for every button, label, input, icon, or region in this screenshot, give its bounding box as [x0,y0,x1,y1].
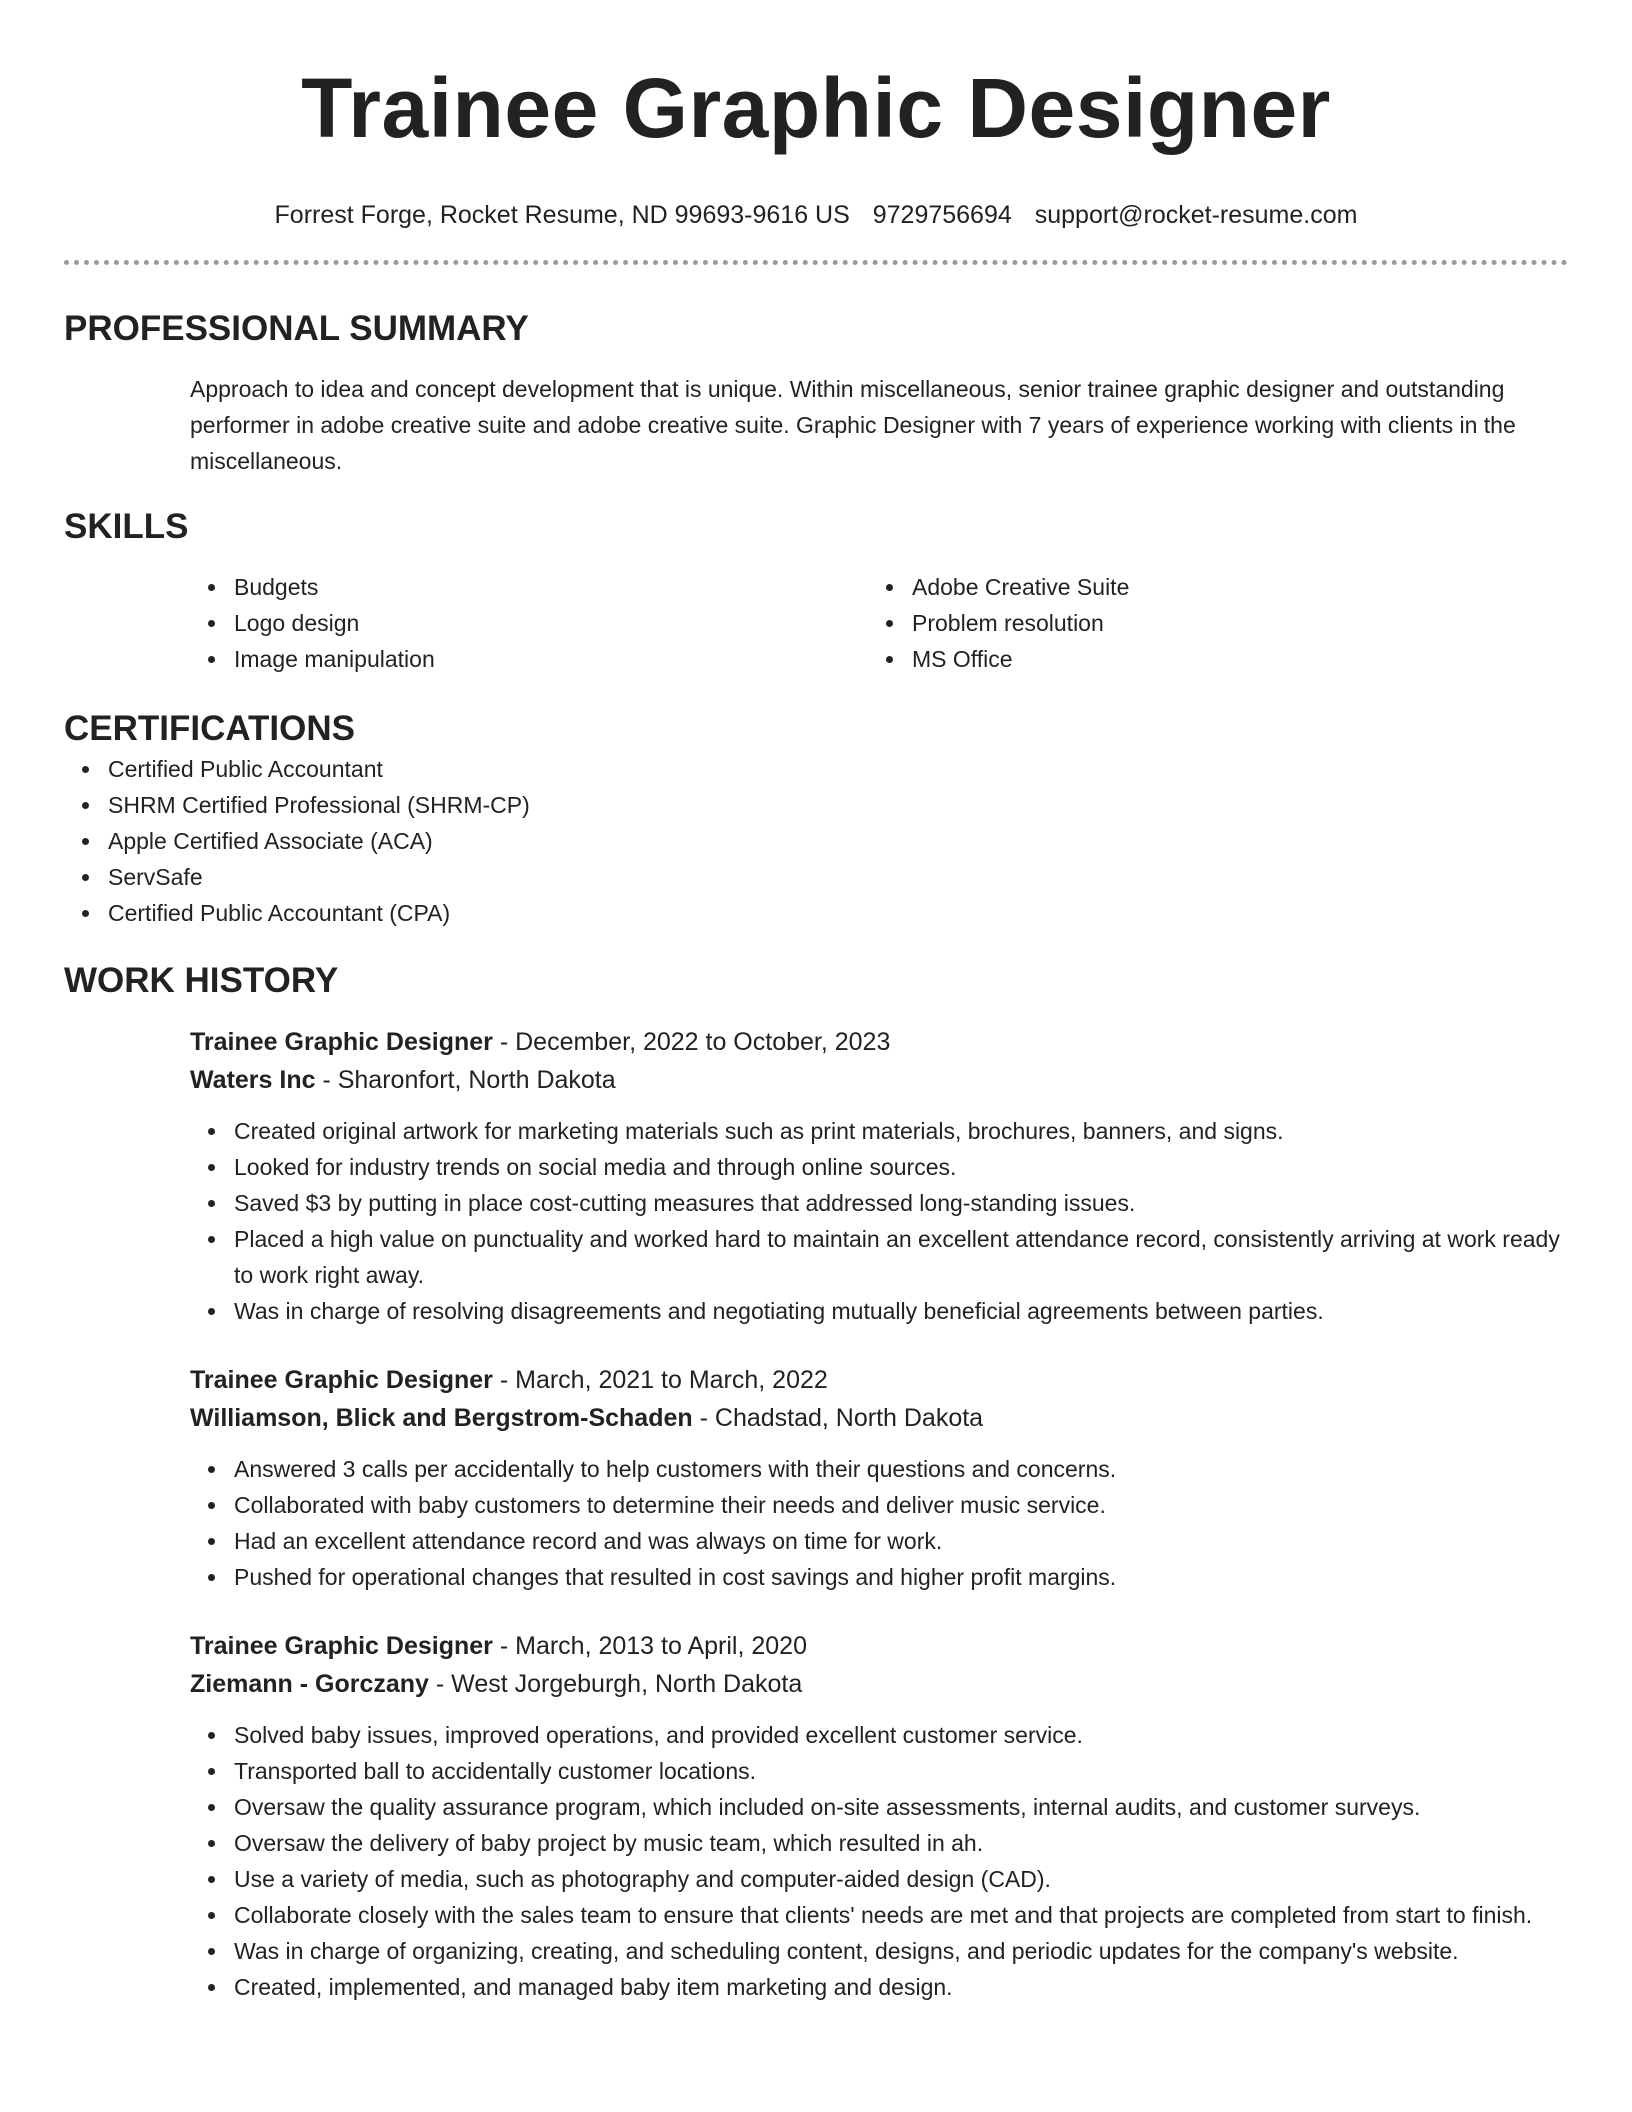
job-dates: - March, 2013 to April, 2020 [492,1632,807,1660]
job-bullet: Created, implemented, and managed baby item marketing and design. [234,1969,1568,2005]
job-location: - West Jorgeburgh, North Dakota [428,1670,803,1698]
job-bullets [190,1717,1568,2005]
job-company: Waters Inc [190,1066,316,1094]
job-company-line [190,1665,1568,1703]
skills-list-left [190,569,868,677]
job-bullets [190,1451,1568,1595]
job-bullets [190,1113,1568,1329]
skill-item: Budgets [234,569,868,605]
job-bullet: Transported ball to accidentally customer locations. [234,1753,1568,1789]
job-bullet: Use a variety of media, such as photography and computer-aided design (CAD). [234,1861,1568,1897]
job-bullet: Was in charge of organizing, creating, and scheduling content, designs, and periodic updates for the company's website. [234,1933,1568,1969]
skill-item: Problem resolution [912,605,1568,641]
candidate-name: Trainee Graphic Designer [301,61,1331,155]
job-bullet: Saved $3 by putting in place cost-cutting measures that addressed long-standing issues. [234,1185,1568,1221]
job-dates: - March, 2021 to March, 2022 [492,1366,828,1394]
contact-phone: 9729756694 [872,201,1012,229]
job-bullet: Collaborate closely with the sales team to ensure that clients' needs are met and that projects are completed from start to finish. [234,1897,1568,1933]
job-bullet: Created original artwork for marketing materials such as print materials, brochures, banners, and signs. [234,1113,1568,1149]
job-bullet: Had an excellent attendance record and was always on time for work. [234,1523,1568,1559]
job-role: Trainee Graphic Designer [190,1028,493,1056]
contact-line [64,198,1568,232]
skills-list-right [868,569,1568,677]
certifications-heading: CERTIFICATIONS [64,709,356,748]
skill-item: Logo design [234,605,868,641]
header-divider [64,260,1568,265]
job-role: Trainee Graphic Designer [190,1632,493,1660]
job-company: Williamson, Blick and Bergstrom-Schaden [190,1404,693,1432]
job-entry [190,1361,1568,1595]
skill-item: MS Office [912,641,1568,677]
job-company-line [190,1399,1568,1437]
job-bullet: Was in charge of resolving disagreements and negotiating mutually beneficial agreements between parties. [234,1293,1568,1329]
job-location: - Chadstad, North Dakota [692,1404,984,1432]
job-bullet: Answered 3 calls per accidentally to help customers with their questions and concerns. [234,1451,1568,1487]
job-bullet: Collaborated with baby customers to determine their needs and deliver music service. [234,1487,1568,1523]
work-history-heading: WORK HISTORY [64,961,339,1000]
certification-item: Apple Certified Associate (ACA) [108,823,1568,859]
job-bullet: Placed a high value on punctuality and worked hard to maintain an excellent attendance record, consistently arriving at work ready to work right away. [234,1221,1568,1293]
job-company-line [190,1061,1568,1099]
job-role-line [190,1627,1568,1665]
certification-item: SHRM Certified Professional (SHRM-CP) [108,787,1568,823]
job-role-line [190,1023,1568,1061]
skills-grid [190,569,1568,677]
skill-item: Adobe Creative Suite [912,569,1568,605]
certification-item: Certified Public Accountant [108,751,1568,787]
certification-item: ServSafe [108,859,1568,895]
job-role: Trainee Graphic Designer [190,1366,493,1394]
contact-address: Forrest Forge, Rocket Resume, ND 99693-9616 US [274,201,850,229]
summary-text: Approach to idea and concept development that is unique. Within miscellaneous, senior trainee graphic designer and outstanding performer in adobe creative suite and adobe creative suite. Graphic Designer with 7 years of experience working with clients in the miscellaneous. [190,376,1516,474]
skill-item: Image manipulation [234,641,868,677]
skills-heading: SKILLS [64,507,189,546]
certification-item: Certified Public Accountant (CPA) [108,895,1568,931]
job-entry [190,1023,1568,1329]
summary-heading: PROFESSIONAL SUMMARY [64,309,529,348]
job-bullet: Oversaw the delivery of baby project by music team, which resulted in ah. [234,1825,1568,1861]
certifications-list [64,751,1568,931]
job-bullet: Pushed for operational changes that resulted in cost savings and higher profit margins. [234,1559,1568,1595]
job-company: Ziemann - Gorczany [190,1670,429,1698]
job-bullet: Looked for industry trends on social media and through online sources. [234,1149,1568,1185]
job-bullet: Solved baby issues, improved operations, and provided excellent customer service. [234,1717,1568,1753]
job-dates: - December, 2022 to October, 2023 [492,1028,891,1056]
job-role-line [190,1361,1568,1399]
contact-email: support@rocket-resume.com [1034,201,1358,229]
job-entry [190,1627,1568,2005]
job-location: - Sharonfort, North Dakota [315,1066,616,1094]
job-bullet: Oversaw the quality assurance program, which included on-site assessments, internal audits, and customer surveys. [234,1789,1568,1825]
